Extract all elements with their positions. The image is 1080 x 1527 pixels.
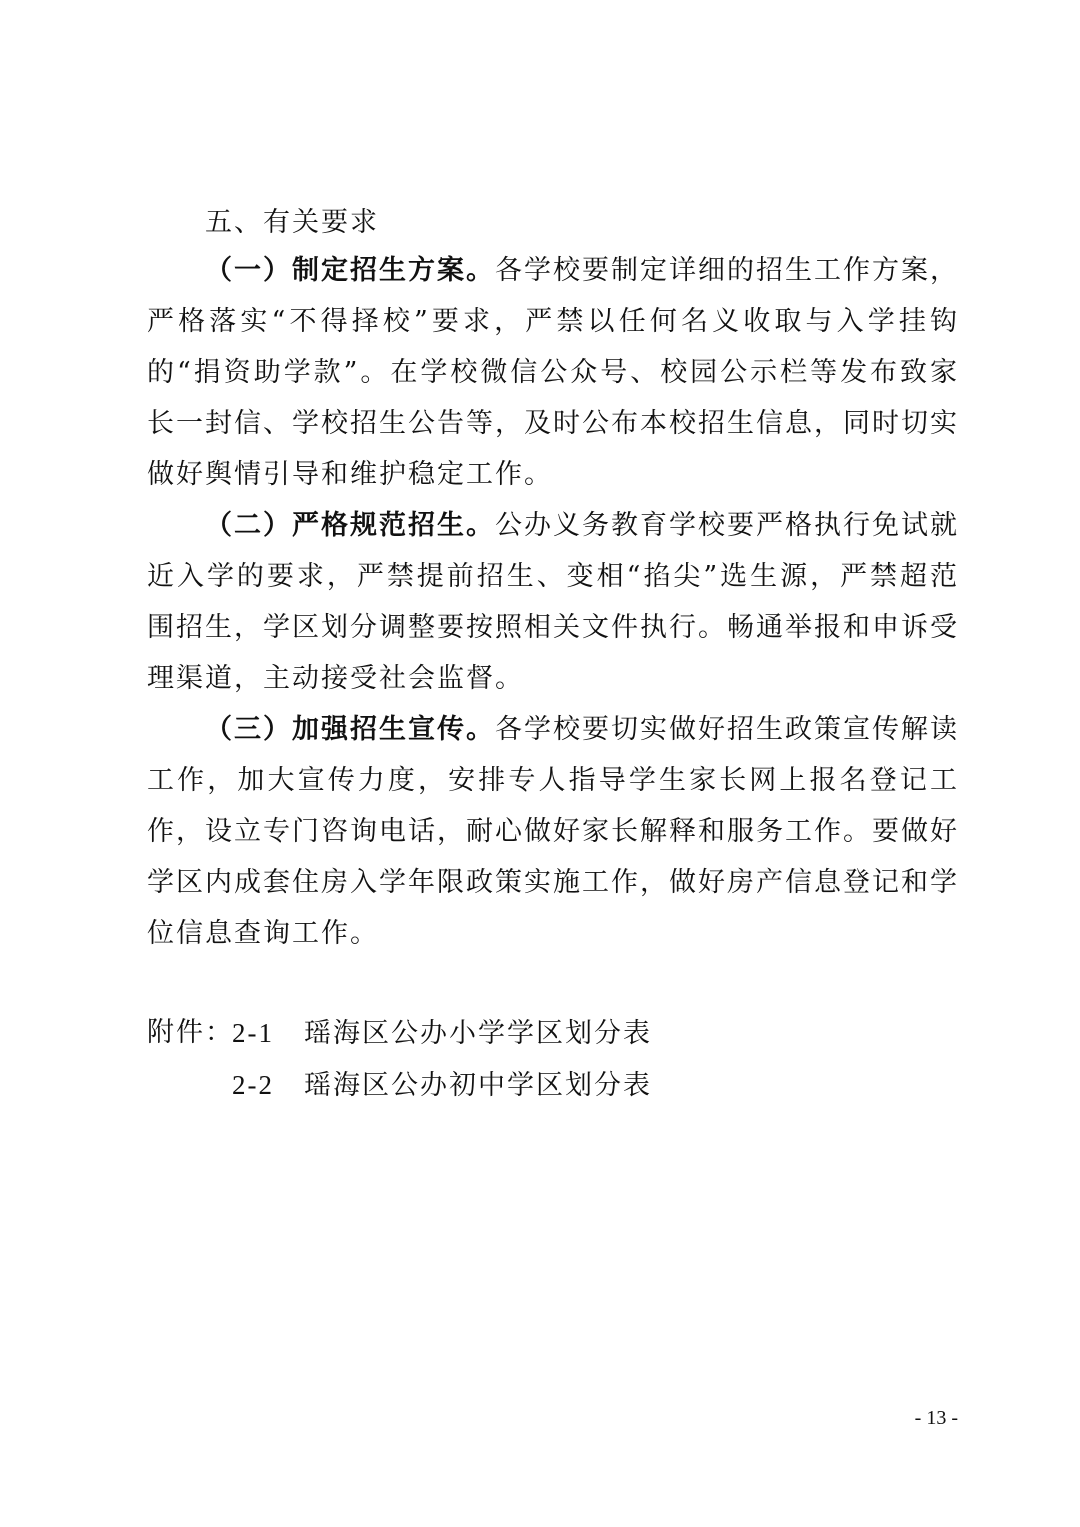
requirement-paragraph-2 xyxy=(147,500,959,704)
paragraph-body-2: 公办义务教育学校要严格执行免试就近入学的要求，严禁提前招生、变相“掐尖”选生源，严禁超范围招生，学区划分调整要按照相关文件执行。畅通举报和申诉受理渠道，主动接受社会监督。 xyxy=(147,510,959,694)
attachment-item-1 xyxy=(232,1008,652,1059)
attachment-title-2: 瑶海区公办初中学区划分表 xyxy=(304,1070,652,1101)
paragraph-body-1: 各学校要制定详细的招生工作方案，严格落实“不得择校”要求，严禁以任何名义收取与入学挂钩的“捐资助学款”。在学校微信公众号、校园公示栏等发布致家长一封信、学校招生公告等，及时公布本校招生信息，同时切实做好舆情引导和维护稳定工作。 xyxy=(147,255,959,490)
requirement-paragraph-3 xyxy=(147,704,959,959)
attachment-item-2 xyxy=(232,1060,652,1111)
paragraph-body-3: 各学校要切实做好招生政策宣传解读工作，加大宣传力度，安排专人指导学生家长网上报名登记工作，设立专门咨询电话，耐心做好家长解释和服务工作。要做好学区内成套住房入学年限政策实施工作，做好房产信息登记和学位信息查询工作。 xyxy=(147,714,959,949)
section-heading: 五、有关要求 xyxy=(205,207,379,238)
attachment-title-1: 瑶海区公办小学学区划分表 xyxy=(304,1018,652,1049)
page-number: - 13 - xyxy=(914,1407,958,1429)
attachment-code-2: 2-2 xyxy=(232,1070,274,1100)
attachment-code-1: 2-1 xyxy=(232,1018,274,1048)
requirement-paragraph-1 xyxy=(147,245,959,500)
paragraph-lead-3: （三）加强招生宣传。 xyxy=(205,714,495,745)
paragraph-lead-1: （一）制定招生方案。 xyxy=(205,255,495,286)
paragraph-lead-2: （二）严格规范招生。 xyxy=(205,510,495,541)
attachments-label: 附件： xyxy=(147,1017,234,1048)
